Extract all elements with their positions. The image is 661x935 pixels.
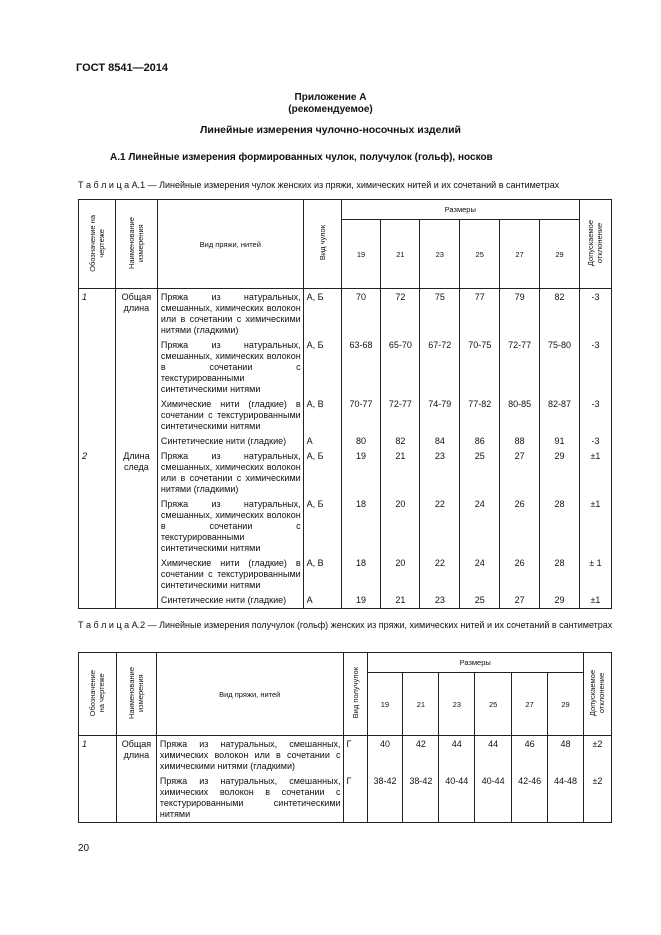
row-yarn: Пряжа из натуральных, смешанных, химических волокон в сочетании с текстурированными синтетическими нитями [157,338,303,397]
t1-header-yarn: Вид пряжи, нитей [157,200,303,289]
row-deviation: ± 1 [579,556,611,593]
row-name [115,397,157,434]
row-name [115,497,157,556]
row-value: 38-42 [403,774,439,823]
row-value: 27 [500,449,540,497]
row-value: 26 [500,497,540,556]
row-yarn: Синтетические нити (гладкие) [157,593,303,609]
row-value: 46 [512,736,548,775]
table-2 [78,652,612,823]
row-value: 38-42 [367,774,403,823]
table-1 [78,199,612,609]
table-row [79,556,612,593]
t2-header-name: Наименование измерения [116,653,156,736]
row-deviation: -3 [579,338,611,397]
row-value: 72-77 [500,338,540,397]
table-row [79,338,612,397]
row-value: 21 [381,593,420,609]
row-value: 70 [341,289,381,339]
document-header: ГОСТ 8541—2014 [76,62,169,74]
row-value: 75 [420,289,460,339]
row-value: 65-70 [381,338,420,397]
appendix-title: Приложение А [294,92,367,103]
t1-size: 19 [341,220,381,289]
row-value: 67-72 [420,338,460,397]
t1-header-sizes: Размеры [341,200,579,220]
row-value: 29 [540,593,580,609]
row-value: 24 [460,497,500,556]
table-row [79,449,612,497]
row-value: 18 [341,497,381,556]
row-value: 82-87 [540,397,580,434]
row-value: 42 [403,736,439,775]
row-value: 25 [460,593,500,609]
table-row [79,289,612,339]
row-num [79,497,116,556]
row-kind: А, Б [303,497,341,556]
row-value: 20 [381,497,420,556]
page-number: 20 [78,843,90,854]
t1-size: 23 [420,220,460,289]
t1-size: 21 [381,220,420,289]
row-value: 19 [341,593,381,609]
row-num [79,556,116,593]
row-yarn: Пряжа из натуральных, смешанных, химических волокон или в сочетании с химическими нитями (гладкими) [157,289,303,339]
row-deviation: -3 [579,434,611,449]
row-value: 72 [381,289,420,339]
row-value: 40-44 [439,774,475,823]
row-deviation: ±1 [579,497,611,556]
t2-header-num: Обозначение на чертеже [79,653,117,736]
table2-caption: Т а б л и ц а А.2 — Линейные измерения получулок (гольф) женских из пряжи, химических нитей и их сочетаний в сантиметрах [78,620,613,630]
row-yarn: Пряжа из натуральных, смешанных, химических волокон в сочетании с текстурированными синтетическими нитями [157,497,303,556]
row-kind: Г [343,736,367,775]
row-value: 77-82 [460,397,500,434]
row-deviation: ±2 [583,736,611,775]
appendix-heading: Линейные измерения чулочно-носочных изделий [200,124,461,136]
row-name [116,774,156,823]
t2-size: 29 [548,673,584,736]
row-value: 44 [475,736,512,775]
table-row [79,736,612,775]
t2-header-dev: Допускаемое отклонение [583,653,611,736]
row-value: 77 [460,289,500,339]
row-name [115,338,157,397]
row-num: 2 [79,449,116,497]
row-value: 82 [540,289,580,339]
row-value: 63-68 [341,338,381,397]
row-value: 82 [381,434,420,449]
table-row [79,774,612,823]
row-kind: А, Б [303,449,341,497]
row-value: 18 [341,556,381,593]
row-value: 25 [460,449,500,497]
table-row [79,497,612,556]
row-num [79,774,117,823]
row-name: Общая длина [116,736,156,775]
row-name: Общая длина [115,289,157,339]
row-value: 84 [420,434,460,449]
t2-size: 19 [367,673,403,736]
row-kind: А, Б [303,338,341,397]
row-kind: А, Б [303,289,341,339]
row-deviation: ±1 [579,593,611,609]
t2-header-yarn: Вид пряжи, нитей [156,653,343,736]
section-title: А.1 Линейные измерения формированных чулок, получулок (гольф), носков [110,152,493,163]
row-deviation: ±2 [583,774,611,823]
row-value: 70-77 [341,397,381,434]
t2-header-kind: Вид получулок [343,653,367,736]
t2-size: 23 [439,673,475,736]
row-value: 70-75 [460,338,500,397]
row-num [79,593,116,609]
appendix-subtitle: (рекомендуемое) [288,104,373,115]
row-kind: А [303,593,341,609]
row-yarn: Химические нити (гладкие) в сочетании с текстурированными синтетическими нитями [157,397,303,434]
row-value: 23 [420,449,460,497]
table-row [79,593,612,609]
t2-size: 27 [512,673,548,736]
row-value: 44-48 [548,774,584,823]
t1-header-kind: Вид чулок [303,200,341,289]
row-value: 26 [500,556,540,593]
row-value: 23 [420,593,460,609]
row-value: 28 [540,556,580,593]
t1-size: 27 [500,220,540,289]
row-value: 91 [540,434,580,449]
row-yarn: Пряжа из натуральных, смешанных, химических волокон или в сочетании с химическими нитями (гладкими) [156,736,343,775]
row-value: 40 [367,736,403,775]
row-value: 80-85 [500,397,540,434]
t1-size: 25 [460,220,500,289]
row-name [115,556,157,593]
row-value: 29 [540,449,580,497]
row-name [115,593,157,609]
table1-caption: Т а б л и ц а А.1 — Линейные измерения чулок женских из пряжи, химических нитей и их сочетаний в сантиметрах [78,180,560,190]
row-kind: А [303,434,341,449]
row-value: 21 [381,449,420,497]
row-value: 28 [540,497,580,556]
row-value: 48 [548,736,584,775]
row-value: 22 [420,556,460,593]
row-name: Длина следа [115,449,157,497]
row-value: 44 [439,736,475,775]
row-value: 42-46 [512,774,548,823]
row-kind: А, В [303,556,341,593]
t1-header-num: Обозначение на чертеже [79,200,116,289]
row-value: 20 [381,556,420,593]
t1-header-dev: Допускаемое отклонение [579,200,611,289]
row-name [115,434,157,449]
row-yarn: Пряжа из натуральных, смешанных, химических волокон или в сочетании с химическими нитями (гладкими) [157,449,303,497]
row-deviation: -3 [579,289,611,339]
row-value: 22 [420,497,460,556]
row-num: 1 [79,736,117,775]
row-yarn: Пряжа из натуральных, смешанных, химических волокон в сочетании с текстурированными синтетическими нитями [156,774,343,823]
t2-size: 21 [403,673,439,736]
row-value: 79 [500,289,540,339]
row-value: 80 [341,434,381,449]
row-kind: А, В [303,397,341,434]
t2-header-sizes: Размеры [367,653,583,673]
row-value: 75-80 [540,338,580,397]
t2-size: 25 [475,673,512,736]
row-value: 88 [500,434,540,449]
row-value: 27 [500,593,540,609]
t1-header-name: Наименование измерения [115,200,157,289]
row-num: 1 [79,289,116,339]
row-yarn: Синтетические нити (гладкие) [157,434,303,449]
row-num [79,338,116,397]
row-num [79,397,116,434]
table-row [79,397,612,434]
row-deviation: ±1 [579,449,611,497]
table-row [79,434,612,449]
row-value: 24 [460,556,500,593]
row-value: 74-79 [420,397,460,434]
row-num [79,434,116,449]
row-kind: Г [343,774,367,823]
row-value: 72-77 [381,397,420,434]
row-yarn: Химические нити (гладкие) в сочетании с текстурированными синтетическими нитями [157,556,303,593]
row-value: 19 [341,449,381,497]
row-value: 86 [460,434,500,449]
row-deviation: -3 [579,397,611,434]
t1-size: 29 [540,220,580,289]
row-value: 40-44 [475,774,512,823]
